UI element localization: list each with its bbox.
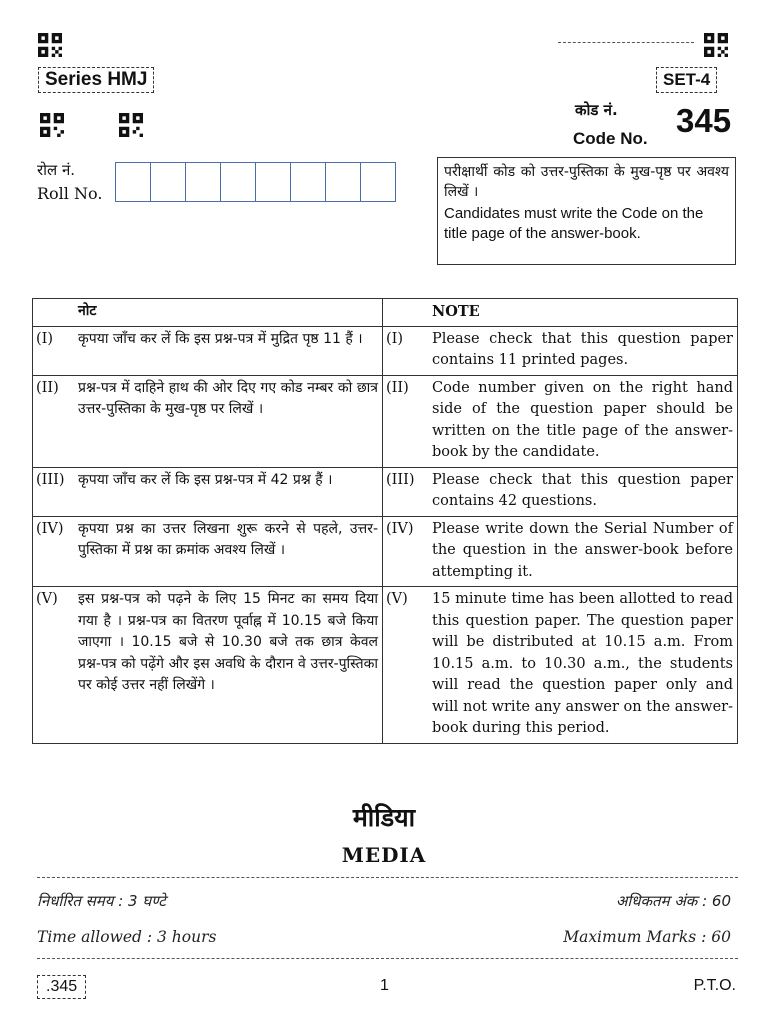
row-number: (II) [33, 375, 77, 467]
qr-code-icon [38, 33, 62, 57]
note-en: Code number given on the right hand side of the question paper should be written on the title page of the answer-book by the candidate. [430, 375, 738, 467]
subject-title-en: MEDIA [341, 843, 427, 867]
subject-title-hi: मीडिया [352, 803, 416, 832]
row-number: (III) [33, 467, 77, 516]
notes-header-en: NOTE [430, 299, 738, 327]
series-label: Series HMJ [38, 67, 154, 93]
row-number: (I) [383, 326, 431, 375]
note-hi: कृपया जाँच कर लें कि इस प्रश्न-पत्र में 42 प्रश्न हैं । [76, 467, 383, 516]
roll-digit-box[interactable] [116, 163, 151, 201]
notes-table [32, 298, 738, 744]
code-label-hi: कोड नं. [575, 101, 618, 119]
row-number: (V) [383, 587, 431, 744]
code-notice-box [437, 157, 736, 265]
row-number: (IV) [33, 516, 77, 587]
code-notice-en: Candidates must write the Code on the title page of the answer-book. [444, 205, 704, 242]
code-number: 345 [676, 102, 732, 139]
set-label: SET-4 [656, 67, 717, 93]
footer-code: .345 [37, 975, 86, 999]
roll-label-hi: रोल नं. [37, 161, 76, 179]
note-en: Please check that this question paper contains 42 questions. [430, 467, 738, 516]
max-marks-en: Maximum Marks : 60 [563, 928, 731, 946]
table-row [33, 375, 738, 467]
note-en: 15 minute time has been allotted to read this question paper. The question paper will be distributed at 10.15 a.m. From 10.15 a.m. to 10.30 a.m., the students will read the question paper only and will not write any answer on the answer-book during this period. [430, 587, 738, 744]
table-row [33, 516, 738, 587]
note-en: Please write down the Serial Number of the question in the answer-book before attempting it. [430, 516, 738, 587]
table-row [33, 587, 738, 744]
roll-digit-box[interactable] [291, 163, 326, 201]
roll-digit-box[interactable] [221, 163, 256, 201]
pto-label: P.T.O. [693, 977, 736, 994]
time-allowed-hi: निर्धारित समय : 3 घण्टे [37, 892, 166, 910]
max-marks-hi: अधिकतम अंक : 60 [615, 892, 731, 910]
roll-digit-box[interactable] [186, 163, 221, 201]
header-divider [558, 42, 694, 43]
qr-code-icon [40, 113, 64, 137]
page-number: 1 [380, 977, 389, 994]
roll-digit-box[interactable] [326, 163, 361, 201]
roll-number-boxes[interactable] [115, 162, 396, 202]
note-hi: कृपया जाँच कर लें कि इस प्रश्न-पत्र में मुद्रित पृष्ठ 11 हैं । [76, 326, 383, 375]
divider [37, 877, 738, 878]
row-number: (II) [383, 375, 431, 467]
note-hi: इस प्रश्न-पत्र को पढ़ने के लिए 15 मिनट का समय दिया गया है । प्रश्न-पत्र का वितरण पूर्वाह्न में 10.15 बजे किया जाएगा । 10.15 बजे से 10.30 बजे तक छात्र केवल प्रश्न-पत्र को पढ़ेंगे और इस अवधि के दौरान वे उत्तर-पुस्तिका पर कोई उत्तर नहीं लिखेंगे । [76, 587, 383, 744]
roll-digit-box[interactable] [151, 163, 186, 201]
time-allowed-en: Time allowed : 3 hours [37, 928, 217, 946]
note-hi: प्रश्न-पत्र में दाहिने हाथ की ओर दिए गए कोड नम्बर को छात्र उत्तर-पुस्तिका के मुख-पृष्ठ पर लिखें । [76, 375, 383, 467]
note-en: Please check that this question paper contains 11 printed pages. [430, 326, 738, 375]
table-row [33, 467, 738, 516]
row-number: (III) [383, 467, 431, 516]
qr-code-icon [704, 33, 728, 57]
qr-code-icon [119, 113, 143, 137]
code-label-en: Code No. [573, 129, 648, 148]
row-number: (V) [33, 587, 77, 744]
row-number: (I) [33, 326, 77, 375]
roll-digit-box[interactable] [361, 163, 395, 201]
table-row [33, 326, 738, 375]
note-hi: कृपया प्रश्न का उत्तर लिखना शुरू करने से पहले, उत्तर-पुस्तिका में प्रश्न का क्रमांक अवश्य लिखें । [76, 516, 383, 587]
code-notice-hi: परीक्षार्थी कोड को उत्तर-पुस्तिका के मुख-पृष्ठ पर अवश्य लिखें । [444, 164, 729, 200]
roll-label-en: Roll No. [37, 184, 103, 203]
notes-header-hi: नोट [76, 299, 383, 327]
divider [37, 958, 738, 959]
row-number: (IV) [383, 516, 431, 587]
roll-digit-box[interactable] [256, 163, 291, 201]
table-header-row [33, 299, 738, 327]
